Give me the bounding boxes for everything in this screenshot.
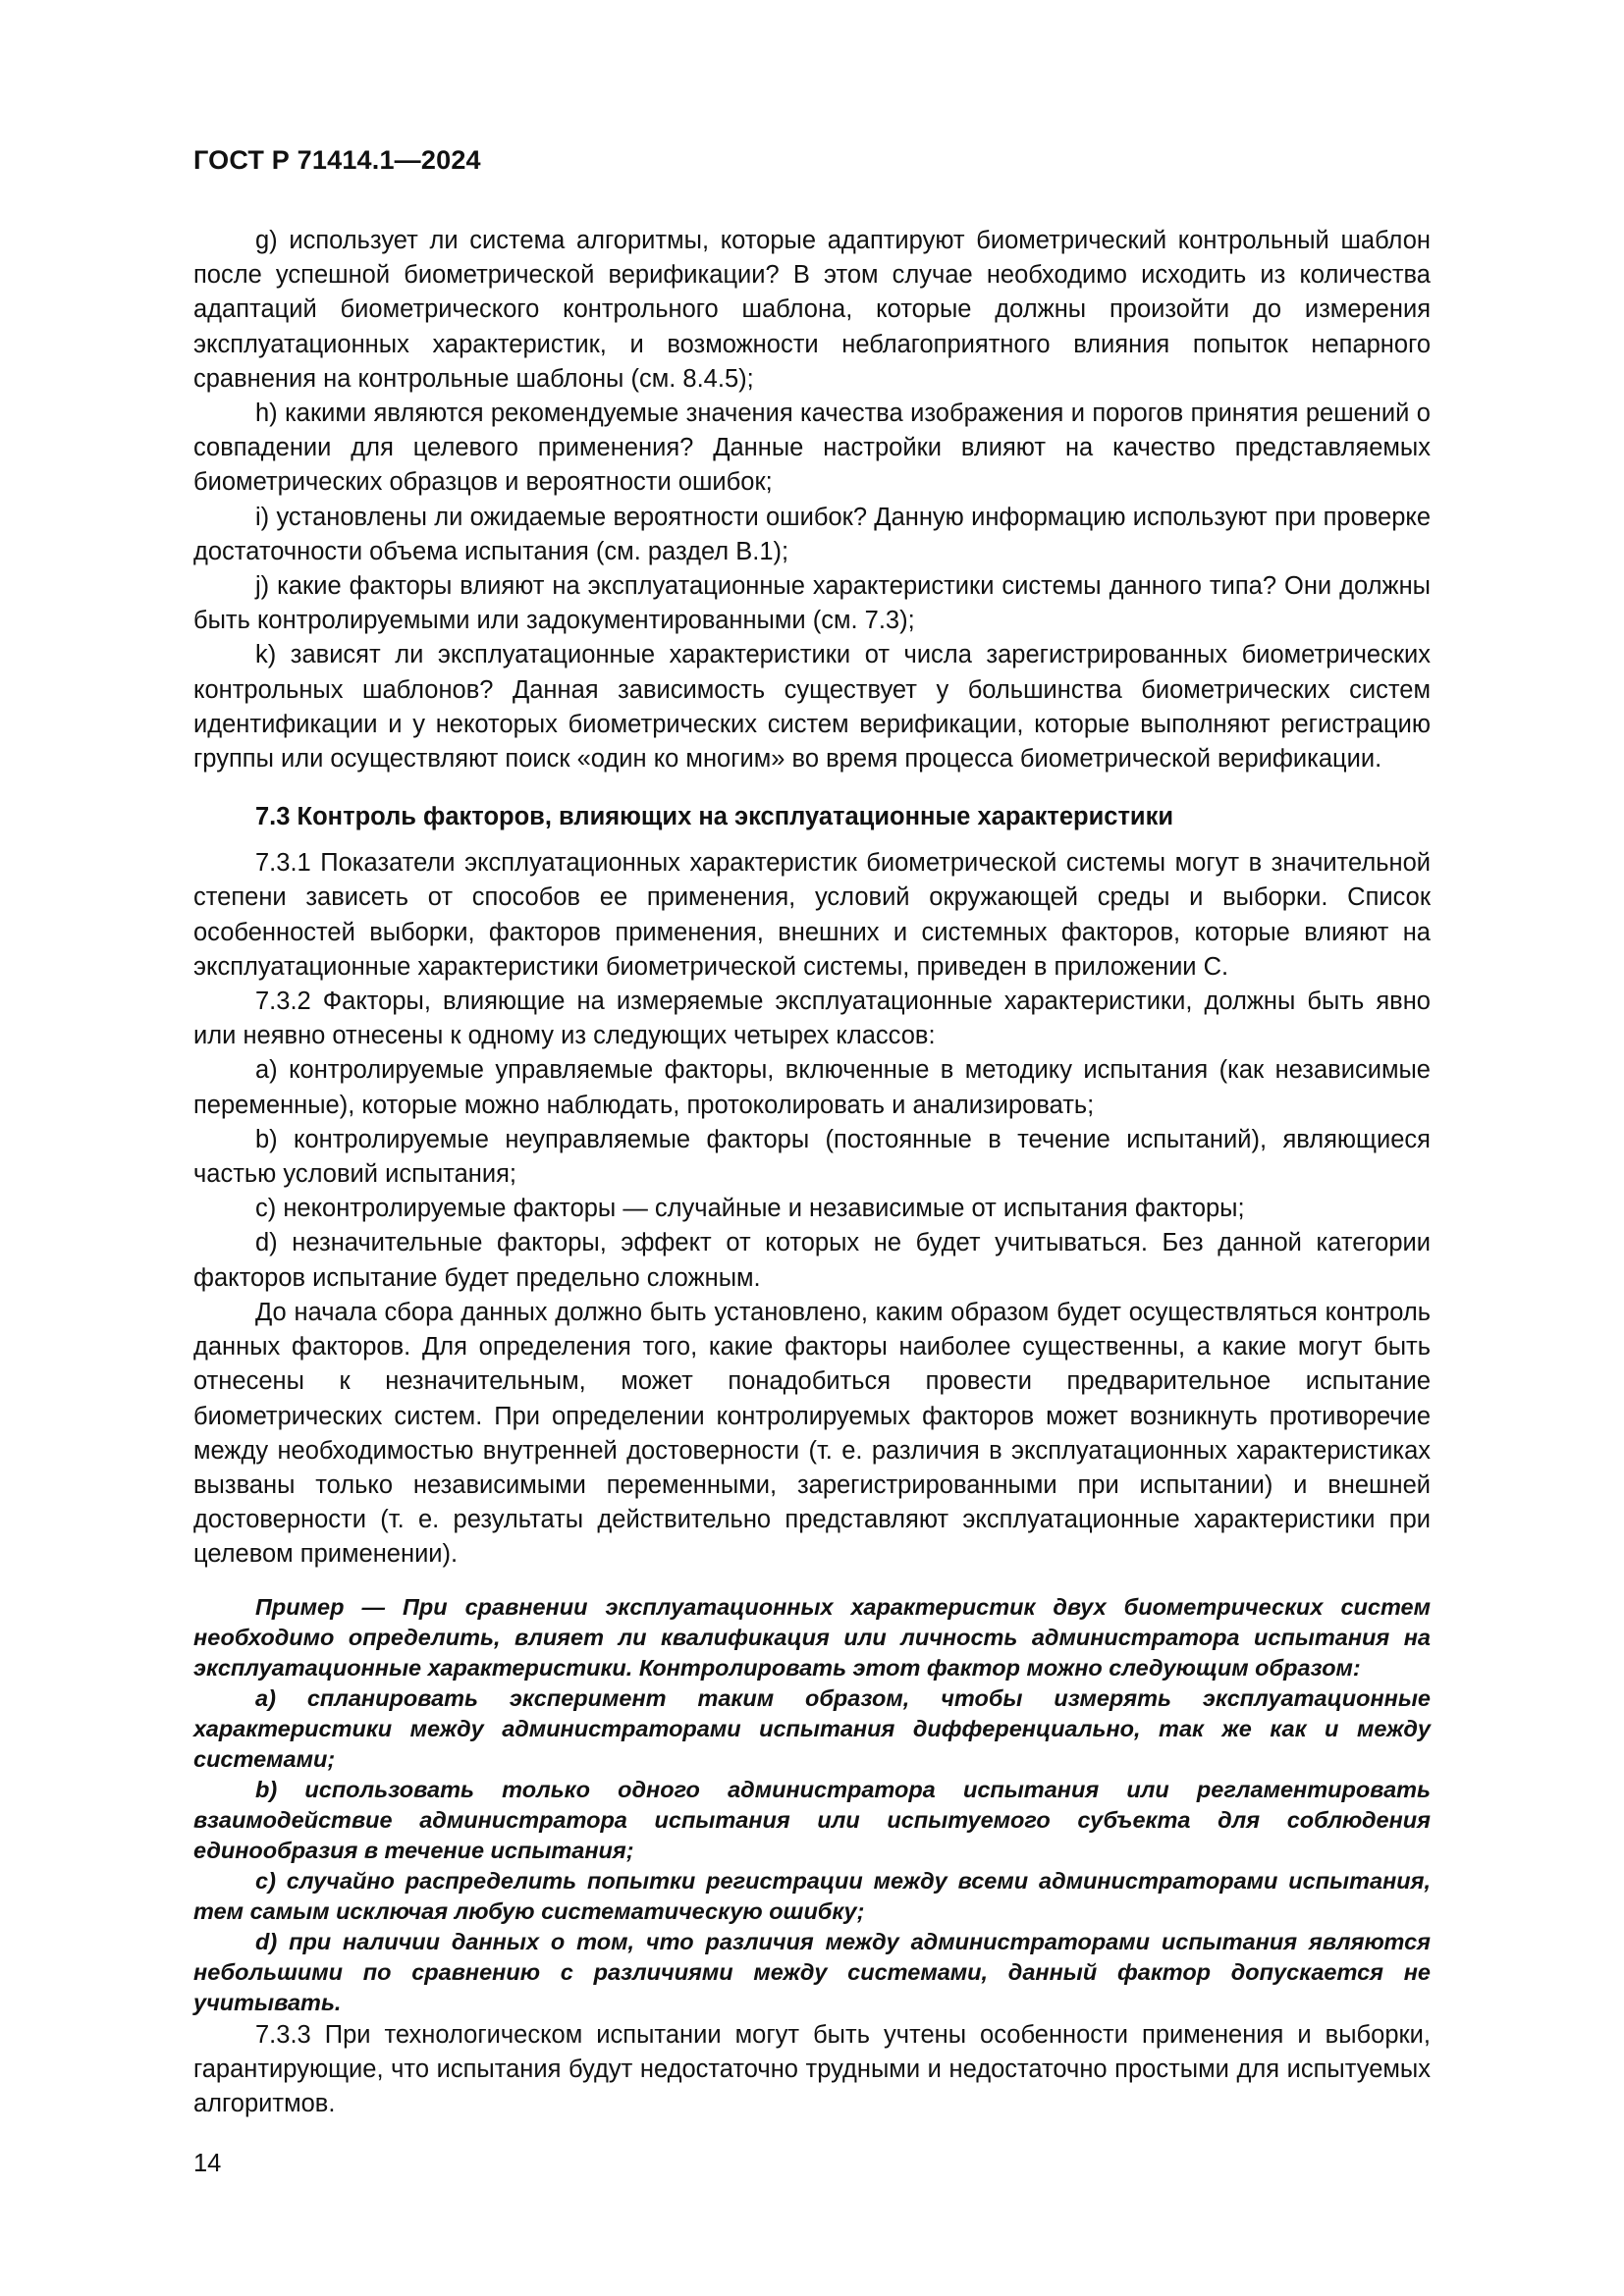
paragraph-7-3-3: 7.3.3 При технологическом испытании могут быть учтены особенности применения и выборки, гарантирующие, что испытания будут недостаточно трудными и недостаточно простыми для испытуемых алгоритмов. xyxy=(193,2020,1431,2117)
section-heading: 7.3 Контроль факторов, влияющих на эксплуатационные характеристики xyxy=(255,803,1174,831)
page-number: 14 xyxy=(193,2150,222,2177)
factor-class-a: а) контролируемые управляемые факторы, включенные в методику испытания (как независимые переменные), которые можно наблюдать, протоколировать и анализировать; xyxy=(193,1056,1431,1119)
paragraph-7-3-1: 7.3.1 Показатели эксплуатационных характеристик биометрической системы могут в значительной степени зависеть от способов ее применения, условий окружающей среды и выборки. Список особенностей выборки, факторов применения, внешних и системных факторов, которые влияют на эксплуатационные характеристики биометрической системы, приведен в приложении С. xyxy=(193,849,1431,981)
factor-class-c: c) неконтролируемые факторы — случайные и независимые от испытания факторы; xyxy=(255,1195,1245,1223)
example-block xyxy=(193,1592,1431,2018)
list-item-k: k) зависят ли эксплуатационные характеристики от числа зарегистрированных биометрических контрольных шаблонов? Данная зависимость существует у большинства биометрических систем идентификации и у некоторых биометрических систем верификации, которые выполняют регистрацию группы или осуществляют поиск «один ко многим» во время процесса биометрической верификации. xyxy=(193,641,1431,774)
factor-class-b: b) контролируемые неуправляемые факторы (постоянные в течение испытаний), являющиеся частью условий испытания; xyxy=(193,1125,1431,1189)
example-item-b: b) использовать только одного администратора испытания или регламентировать взаимодействие администратора испытания или испытуемого субъекта для соблюдения единообразия в течение испытания; xyxy=(193,1776,1431,1863)
factor-class-d: d) незначительные факторы, эффект от которых не будет учитываться. Без данной категории факторов испытание будет предельно сложным. xyxy=(193,1229,1431,1292)
list-item-i: i) установлены ли ожидаемые вероятности ошибок? Данную информацию используют при проверке достаточности объема испытания (см. раздел В.1); xyxy=(193,503,1431,565)
list-item-j: j) какие факторы влияют на эксплуатационные характеристики системы данного типа? Они должны быть контролируемыми или задокументированными (см. 7.3); xyxy=(193,572,1431,635)
example-item-d: d) при наличии данных о том, что различия между администраторами испытания являются небольшими по сравнению с различиями между системами, данный фактор допускается не учитывать. xyxy=(193,1928,1431,2015)
list-item-g: g) использует ли система алгоритмы, которые адаптируют биометрический контрольный шаблон после успешной биометрической верификации? В этом случае необходимо исходить из количества адаптаций биометрического контрольного шаблона, которые должны произойти до измерения эксплуатационных характеристик, и возможности неблагоприятного влияния попыток непарного сравнения на контрольные шаблоны (см. 8.4.5); xyxy=(193,227,1431,393)
example-intro: Пример — При сравнении эксплуатационных характеристик двух биометрических систем необходимо определить, влияет ли квалификация или личность администратора испытания на эксплуатационные характеристики. Контролировать этот фактор можно следующим образом: xyxy=(193,1593,1431,1681)
standard-header: ГОСТ Р 71414.1—2024 xyxy=(193,145,481,175)
example-item-a: а) спланировать эксперимент таким образом, чтобы измерять эксплуатационные характеристики между администраторами испытания дифференциально, так же как и между системами; xyxy=(193,1684,1431,1772)
control-paragraph: До начала сбора данных должно быть установлено, каким образом будет осуществляться контроль данных факторов. Для определения того, какие факторы наиболее существенны, а какие могут быть отнесены к незначительным, может понадобиться провести предварительное испытание биометрических систем. При определении контролируемых факторов может возникнуть противоречие между необходимостью внутренней достоверности (т. е. различия в эксплуатационных характеристиках вызваны только независимыми переменными, зарегистрированными при испытании) и внешней достоверности (т. е. результаты действительно представляют эксплуатационные характеристики при целевом применении). xyxy=(193,1298,1431,1569)
list-item-h: h) какими являются рекомендуемые значения качества изображения и порогов принятия решений о совпадении для целевого применения? Данные настройки влияют на качество представляемых биометрических образцов и вероятности ошибок; xyxy=(193,400,1431,497)
example-item-c: c) случайно распределить попытки регистрации между всеми администраторами испытания, тем самым исключая любую систематическую ошибку; xyxy=(193,1867,1431,1924)
document-body xyxy=(193,224,1431,2121)
paragraph-7-3-2: 7.3.2 Факторы, влияющие на измеряемые эксплуатационные характеристики, должны быть явно или неявно отнесены к одному из следующих четырех классов: xyxy=(193,988,1431,1050)
